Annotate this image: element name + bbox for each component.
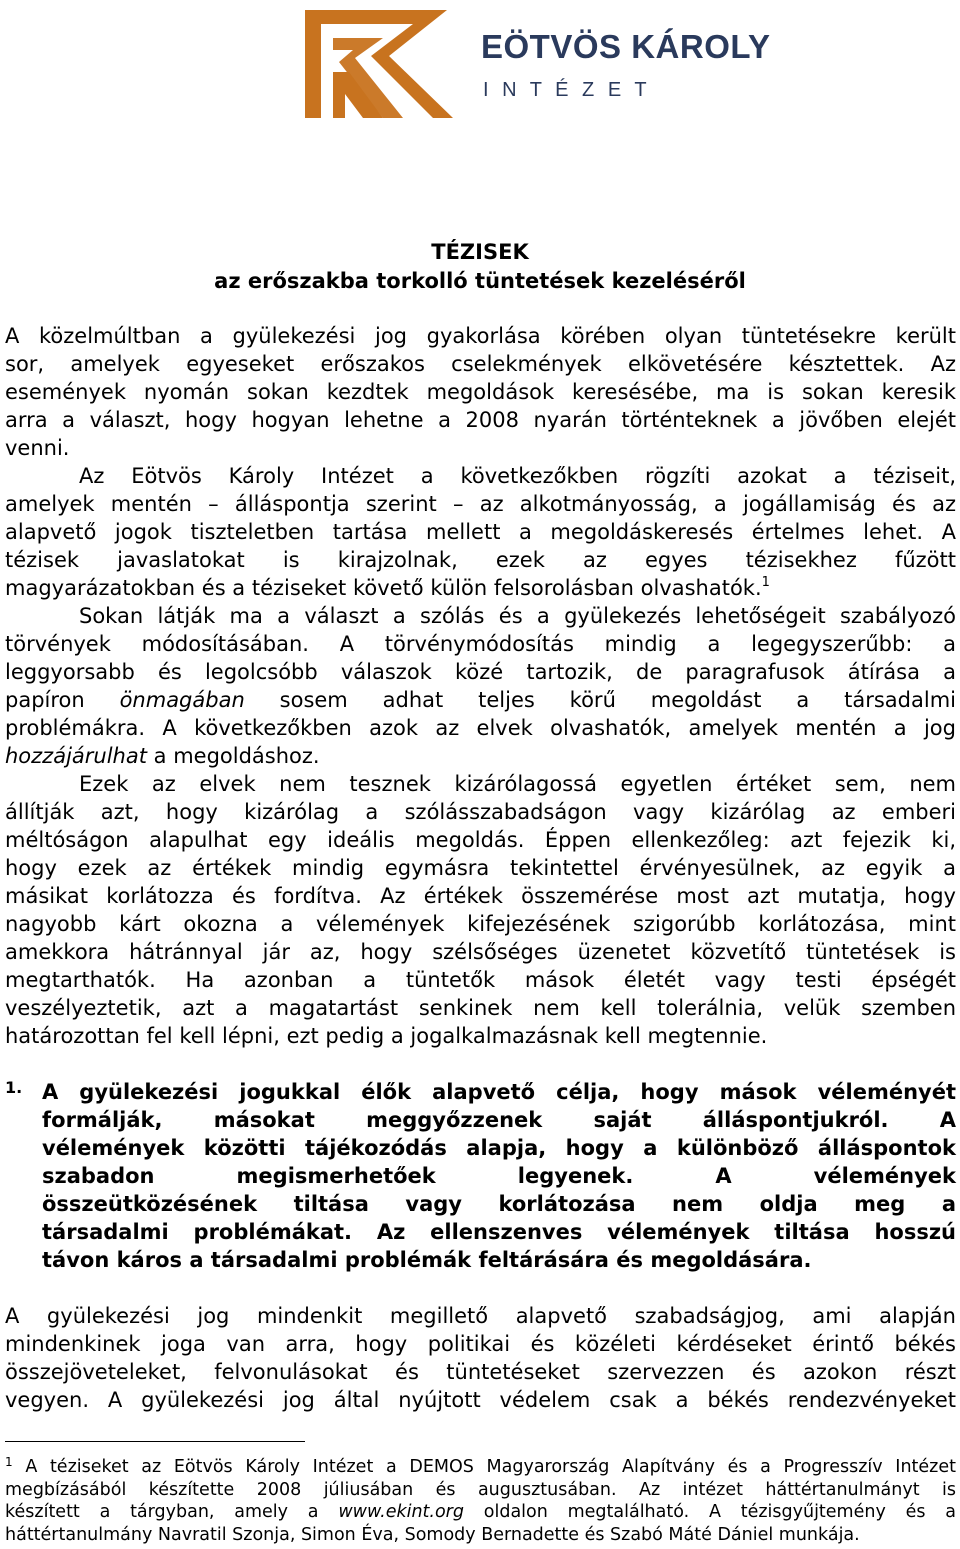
text-line: összeütközésének tiltása vagy korlátozása nem oldja meg a bbox=[42, 1192, 956, 1216]
document-subtitle: az erőszakba torkolló tüntetések kezeléséről bbox=[214, 269, 746, 293]
text-line: sor, amelyek egyeseket erőszakos cselekmények elkövetésére késztettek. Az bbox=[5, 352, 956, 376]
text-line: vegyen. A gyülekezési jog által nyújtott védelem csak a békés rendezvényeket bbox=[5, 1388, 956, 1412]
text-segment: papíron bbox=[5, 688, 120, 712]
document-heading bbox=[0, 238, 960, 296]
text-line: venni. bbox=[5, 436, 70, 460]
website-link[interactable]: www.ekint.org bbox=[338, 1502, 464, 1522]
text-line: távon káros a társadalmi problémák feltárására és megoldására. bbox=[42, 1248, 812, 1272]
paragraph-principles bbox=[5, 770, 956, 1050]
intro-paragraph bbox=[5, 322, 956, 462]
text-line: arra a választ, hogy hogyan lehetne a 2008 nyarán történteknek a jövőben elejét bbox=[5, 408, 956, 432]
text-segment: A téziseket az Eötvös Károly Intézet a DEMOS Magyarország Alapítvány és a Progresszív Intézet bbox=[25, 1457, 956, 1477]
logo-org-line1: EÖTVÖS KÁROLY bbox=[481, 28, 771, 65]
text-line: amelyek mentén – álláspontja szerint – az alkotmányosság, a jogállamiság és az bbox=[5, 492, 956, 516]
text-line: nagyobb kárt okozna a vélemények kifejezésének szigorúbb korlátozása, mint bbox=[5, 912, 956, 936]
text-line: másikat korlátozza és fordítva. Az értékek összemérése most azt mutatja, hogy bbox=[5, 884, 956, 908]
text-line bbox=[5, 574, 956, 602]
paragraph-spacer bbox=[5, 1274, 956, 1302]
text-line: törvények módosításában. A törvénymódosítás mindig a legegyszerűbb: a bbox=[5, 632, 956, 656]
document-title: TÉZISEK bbox=[431, 240, 529, 264]
text-segment: magyarázatokban és a téziseket követő külön felsorolásban olvashatók. bbox=[5, 576, 762, 600]
text-line bbox=[5, 1501, 956, 1524]
text-line: veszélyeztetik, azt a magatartást senkinek nem kell tolerálnia, velük szemben bbox=[5, 996, 956, 1020]
text-line: állítják azt, hogy kizárólag a szólásszabadságon vagy kizárólag az emberi bbox=[5, 800, 956, 824]
text-line: megtarthatók. Ha azonban a tüntetők mások életét vagy testi épségét bbox=[5, 968, 956, 992]
text-line: alapvető jogok tiszteletben tartása mellett a megoldáskeresés értelmes lehet. A bbox=[5, 520, 956, 544]
institute-logo-mark bbox=[305, 10, 771, 120]
footnote-marker: 1 bbox=[5, 1455, 13, 1469]
text-line: hogy ezek az értékek mindig egymásra tekintettel érvényesülnek, az egyik a bbox=[5, 856, 956, 880]
paragraph-assembly-right bbox=[5, 1302, 956, 1414]
text-line: megbízásából készítette 2008 júliusában és augusztusában. Az intézet háttértanulmányt is bbox=[5, 1479, 956, 1500]
institute-logo bbox=[305, 10, 771, 120]
paragraph-theses-intro bbox=[5, 462, 956, 602]
footnote-reference[interactable]: 1 bbox=[761, 575, 770, 590]
text-line: A gyülekezési jogukkal élők alapvető célja, hogy mások véleményét bbox=[42, 1080, 956, 1104]
text-line: összejöveteleket, felvonulásokat és tüntetéseket szervezzen és azokon részt bbox=[5, 1360, 956, 1384]
text-line: A gyülekezési jog mindenkit megillető alapvető szabadságjog, ami alapján bbox=[5, 1304, 956, 1328]
emphasis-text: önmagában bbox=[119, 688, 245, 712]
thesis-1 bbox=[5, 1078, 956, 1274]
text-line bbox=[5, 1456, 956, 1479]
text-line: méltóságon alapulhat egy ideális megoldás. Éppen ellenkezőleg: azt fejezik ki, bbox=[5, 828, 956, 852]
text-line: Az Eötvös Károly Intézet a következőkben rögzíti azokat a téziseit, bbox=[79, 464, 956, 488]
thesis-number: 1. bbox=[5, 1078, 23, 1097]
paragraph-spacer bbox=[5, 1050, 956, 1078]
text-line: vélemények közötti tájékozódás alapja, hogy a különböző álláspontok bbox=[42, 1136, 956, 1160]
text-line: Sokan látják ma a választ a szólás és a gyülekezés lehetőségeit szabályozó bbox=[79, 604, 956, 628]
text-line: háttértanulmány Navratil Szonja, Simon Éva, Somody Bernadette és Szabó Máté Dániel munkája. bbox=[5, 1524, 860, 1545]
footnote-separator bbox=[5, 1441, 305, 1442]
emphasis-text: hozzájárulhat bbox=[5, 744, 147, 768]
text-line: amekkora hátránnyal jár az, hogy szélsőséges üzenetet közvetítő tüntetések is bbox=[5, 940, 956, 964]
paragraph-law-amendment bbox=[5, 602, 956, 770]
text-segment: sosem adhat teljes körű megoldást a társadalmi bbox=[244, 688, 956, 712]
text-line: formálják, másokat meggyőzzenek saját álláspontjukról. A bbox=[42, 1108, 956, 1132]
text-segment: készített a tárgyban, amely a bbox=[5, 1502, 339, 1522]
text-segment: a megoldáshoz. bbox=[146, 744, 320, 768]
text-line: Ezek az elvek nem tesznek kizárólagossá egyetlen értéket sem, nem bbox=[79, 772, 956, 796]
text-line bbox=[5, 686, 956, 714]
text-line: A közelmúltban a gyülekezési jog gyakorlása körében olyan tüntetésekre került bbox=[5, 324, 956, 348]
footnote bbox=[5, 1456, 956, 1546]
text-line: szabadon megismerhetőek legyenek. A vélemények bbox=[42, 1164, 956, 1188]
text-line: tézisek javaslatokat is kirajzolnak, ezek az egyes tézisekhez fűzött bbox=[5, 548, 956, 572]
logo-org-line2: I N T É Z E T bbox=[483, 79, 651, 101]
text-line: határozottan fel kell lépni, ezt pedig a jogalkalmazásnak kell megtennie. bbox=[5, 1024, 768, 1048]
text-line: problémákra. A következőkben azok az elvek olvashatók, amelyek mentén a jog bbox=[5, 716, 956, 740]
text-line: társadalmi problémákat. Az ellenszenves vélemények tiltása hosszú bbox=[42, 1220, 956, 1244]
text-segment: oldalon megtalálható. A tézisgyűjtemény és a bbox=[463, 1502, 956, 1522]
text-line bbox=[5, 742, 956, 770]
text-line: leggyorsabb és legolcsóbb válaszok közé tartozik, de paragrafusok átírása a bbox=[5, 660, 956, 684]
text-line: mindenkinek joga van arra, hogy politikai és közéleti kérdéseket érintő békés bbox=[5, 1332, 956, 1356]
document-body bbox=[5, 322, 956, 1414]
text-line: események nyomán sokan kezdtek megoldások keresésébe, ma is sokan keresik bbox=[5, 380, 956, 404]
